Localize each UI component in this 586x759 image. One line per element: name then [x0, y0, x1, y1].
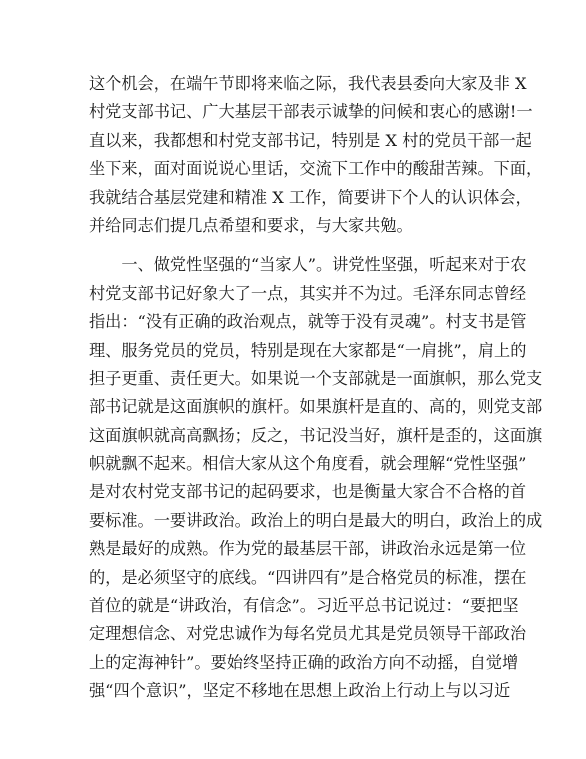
document-body [89, 70, 543, 706]
text-line: 直以来，我都想和村党支部书记，特别是 X 村的党员干部一起 [89, 130, 532, 150]
text-line: 部书记就是这面旗帜的旗杆。如果旗杆是直的、高的，则党支部 [89, 397, 543, 417]
text-line: 是对农村党支部书记的起码要求，也是衡量大家合不合格的首 [89, 482, 527, 502]
text-line: 强“四个意识”，坚定不移地在思想上政治上行动上与以习近 [89, 681, 511, 701]
text-line: 这个机会，在端午节即将来临之际，我代表县委向大家及非 X [89, 74, 527, 93]
text-line: 担子更重、责任更大。如果说一个支部就是一面旗帜，那么党支 [89, 368, 543, 388]
text-line: 指出：“没有正确的政治观点，就等于没有灵魂”。村支书是管 [89, 312, 527, 332]
text-line: 这面旗帜就高高飘扬；反之，书记没当好，旗杆是歪的，这面旗 [89, 425, 543, 445]
paragraph-intro [89, 70, 543, 240]
text-line: 定理想信念、对党忠诚作为每名党员尤其是党员领导干部政治 [89, 624, 527, 644]
text-line: 理、服务党员的党员，特别是现在大家都是“一肩挑”，肩上的 [89, 340, 527, 360]
text-line: 我就结合基层党建和精准 X 工作，简要讲下个人的认识体会， [89, 187, 532, 207]
text-line: 坐下来，面对面说说心里话，交流下工作中的酸甜苦辣。下面， [89, 159, 543, 179]
text-line: 要标准。一要讲政治。政治上的明白是最大的明白，政治上的成 [89, 510, 543, 530]
text-line: 上的定海神针”。要始终坚持正确的政治方向不动摇，自觉增 [89, 652, 519, 672]
text-line: 帜就飘不起来。相信大家从这个角度看，就会理解“党性坚强” [89, 454, 527, 474]
text-line: 村党支部书记、广大基层干部表示诚挚的问候和衷心的感谢!一 [89, 102, 533, 122]
text-line: 一、做党性坚强的“当家人”。讲党性坚强，听起来对于农 [89, 255, 527, 275]
text-line: 的，是必须坚守的底线。“四讲四有”是合格党员的标准，摆在 [89, 567, 527, 587]
text-line: 熟是最好的成熟。作为党的最基层干部，讲政治永远是第一位 [89, 539, 527, 559]
text-line: 首位的就是“讲政治，有信念”。习近平总书记说过：“要把坚 [89, 596, 519, 616]
paragraph-section-one [89, 251, 543, 705]
paragraph-gap [89, 240, 499, 251]
text-line: 并给同志们提几点希望和要求，与大家共勉。 [89, 215, 413, 235]
text-line: 村党支部书记好象大了一点，其实并不为过。毛泽东同志曾经 [89, 283, 527, 303]
